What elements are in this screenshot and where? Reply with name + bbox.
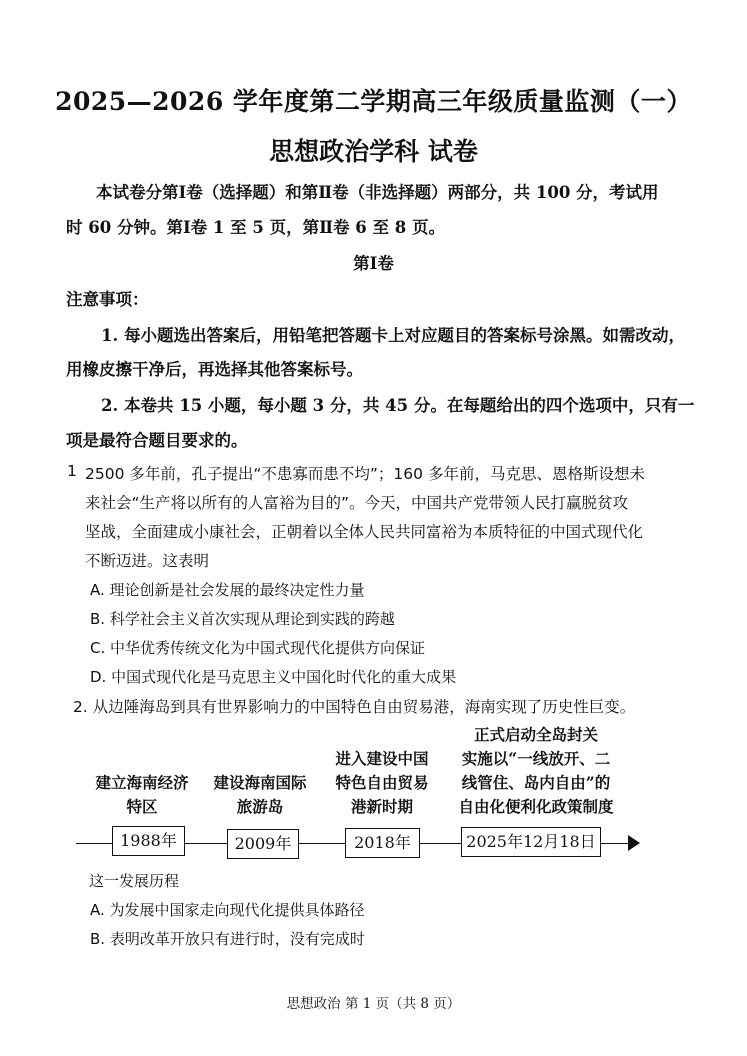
intro-line1: 本试卷分第Ⅰ卷（选择题）和第Ⅱ卷（非选择题）两部分，共 100 分，考试用 — [96, 183, 659, 202]
timeline-label-2018: 进入建设中国 特色自由贸易 港新时期 — [335, 749, 429, 816]
timeline-year-box: 2009年 — [227, 829, 299, 859]
page-footer: 思想政治 第 1 页（共 8 页） — [286, 996, 461, 1012]
question1-option-c: C. 中华优秀传统文化为中国式现代化提供方向保证 — [90, 639, 426, 657]
notes-item2-line1: 2. 本卷共 15 小题，每小题 3 分，共 45 分。在每题给出的四个选项中，只有一 — [101, 396, 695, 415]
notes-heading: 注意事项： — [66, 290, 149, 309]
question1-number: 1 — [67, 462, 77, 480]
question2-stem: 2. 从边陲海岛到具有世界影响力的中国特色自由贸易港，海南实现了历史性巨变。 — [73, 698, 636, 716]
timeline-year-box: 2025年12月18日 — [461, 827, 601, 857]
notes-item1-line1: 1. 每小题选出答案后，用铅笔把答题卡上对应题目的答案标号涂黑。如需改动， — [101, 326, 685, 345]
question1-option-b: B. 科学社会主义首次实现从理论到实践的跨越 — [90, 610, 395, 628]
question1-stem-line: 2500 多年前，孔子提出“不患寡而患不均”；160 多年前，马克思、恩格斯设想未 — [85, 465, 645, 483]
timeline-year-box: 2018年 — [345, 828, 420, 858]
section-title: 第Ⅰ卷 — [353, 254, 394, 273]
intro-line2: 时 60 分钟。第Ⅰ卷 1 至 5 页，第Ⅱ卷 6 至 8 页。 — [66, 218, 445, 237]
question1-option-d: D. 中国式现代化是马克思主义中国化时代化的重大成果 — [90, 668, 457, 686]
timeline-arrow-icon — [628, 835, 640, 851]
timeline-year-box: 1988年 — [112, 826, 185, 856]
notes-item1-line2: 用橡皮擦干净后，再选择其他答案标号。 — [66, 360, 363, 379]
timeline-label-1988: 建立海南经济 特区 — [95, 773, 189, 816]
question1-stem-line: 来社会“生产将以所有的人富裕为目的”。今天，中国共产党带领人民打赢脱贫攻 — [85, 494, 629, 512]
question2-option-b: B. 表明改革开放只有进行时，没有完成时 — [90, 930, 365, 948]
exam-title-line1: 2025—2026 学年度第二学期高三年级质量监测（一） — [55, 87, 692, 116]
question2-option-a: A. 为发展中国家走向现代化提供具体路径 — [90, 901, 365, 919]
timeline-label-2025: 正式启动全岛封关 实施以“一线放开、二 线管住、岛内自由”的 自由化便利化政策制度 — [458, 725, 614, 816]
notes-item2-line2: 项是最符合题目要求的。 — [66, 431, 248, 450]
question1-option-a: A. 理论创新是社会发展的最终决定性力量 — [90, 581, 365, 599]
question1-stem-line: 不断迈进。这表明 — [85, 552, 210, 570]
question1-stem-line: 坚战，全面建成小康社会，正朝着以全体人民共同富裕为本质特征的中国式现代化 — [85, 523, 644, 541]
question2-lead: 这一发展历程 — [89, 872, 180, 890]
timeline-label-2009: 建设海南国际 旅游岛 — [213, 773, 307, 816]
exam-title-line2: 思想政治学科 试卷 — [269, 137, 478, 166]
